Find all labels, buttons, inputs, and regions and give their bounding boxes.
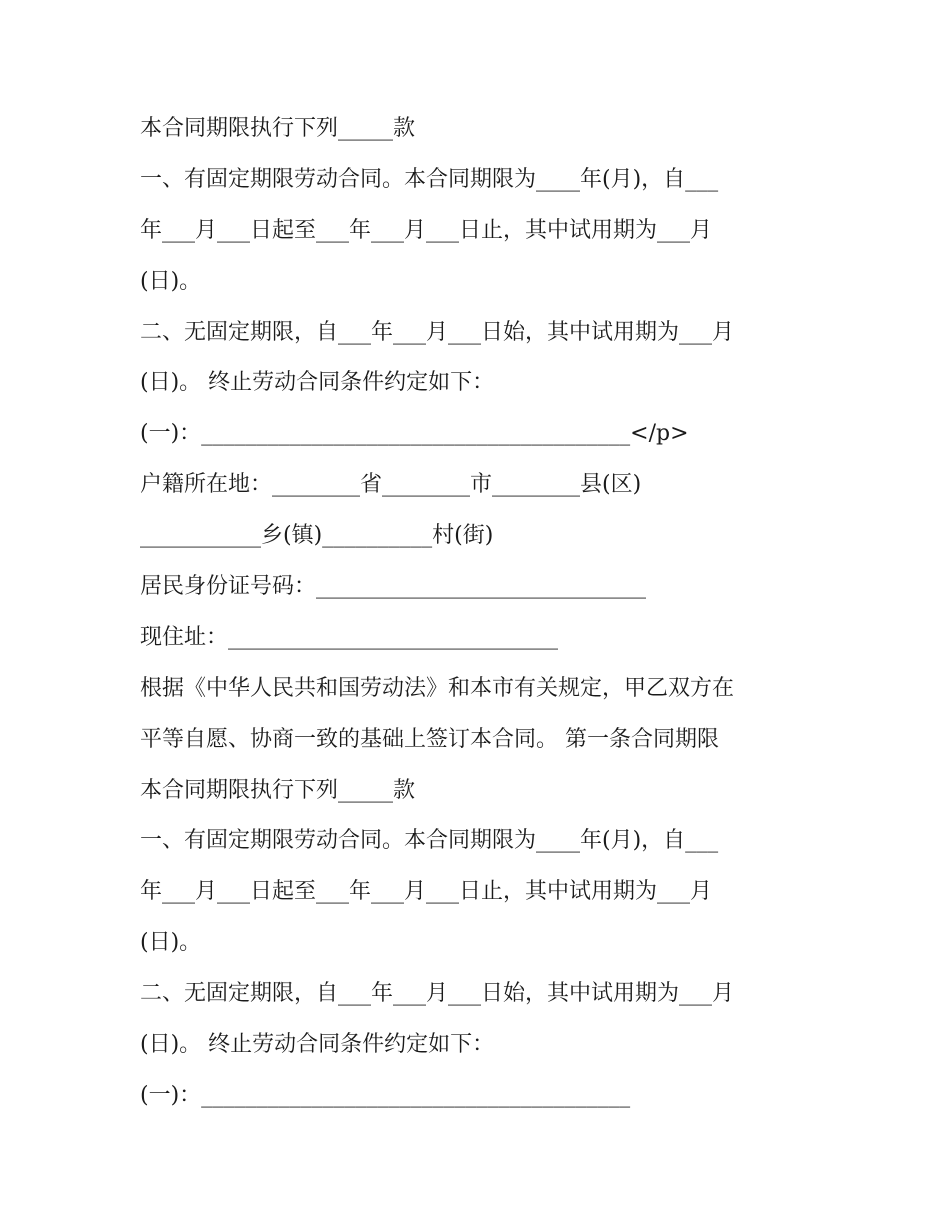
- text-line: ___________乡(镇)__________村(街): [140, 523, 494, 549]
- text-line: 根据《中华人民共和国劳动法》和本市有关规定，甲乙双方在: [140, 675, 735, 701]
- text-line: 一、有固定期限劳动合同。本合同期限为____年(月)，自___: [140, 828, 719, 854]
- text-line: 年___月___日起至___年___月___日止，其中试用期为___月: [140, 217, 713, 243]
- text-line: 二、无固定期限，自___年___月___日始，其中试用期为___月: [140, 981, 735, 1007]
- text-line: 现住址：______________________________: [140, 624, 559, 650]
- text-line: 户籍所在地：________省________市________县(区): [140, 472, 642, 498]
- text-line: (日)。: [140, 268, 202, 294]
- text-line: 本合同期限执行下列_____款: [140, 116, 416, 141]
- text-line: (日)。: [140, 930, 202, 956]
- text-line: (一)：_______________________________________: [140, 1082, 631, 1108]
- text-line: 二、无固定期限，自___年___月___日始，其中试用期为___月: [140, 319, 735, 345]
- text-line: 居民身份证号码：______________________________: [140, 574, 647, 600]
- text-line: 平等自愿、协商一致的基础上签订本合同。 第一条合同期限: [140, 726, 719, 752]
- text-line: (日)。 终止劳动合同条件约定如下：: [140, 370, 495, 396]
- text-line: (一)：_______________________________________</p>: [140, 421, 689, 447]
- text-line: 一、有固定期限劳动合同。本合同期限为____年(月)，自___: [140, 166, 719, 192]
- contract-text: [140, 109, 830, 1127]
- text-line: (日)。 终止劳动合同条件约定如下：: [140, 1032, 495, 1058]
- text-line: 本合同期限执行下列_____款: [140, 777, 416, 803]
- text-line: 年___月___日起至___年___月___日止，其中试用期为___月: [140, 879, 713, 905]
